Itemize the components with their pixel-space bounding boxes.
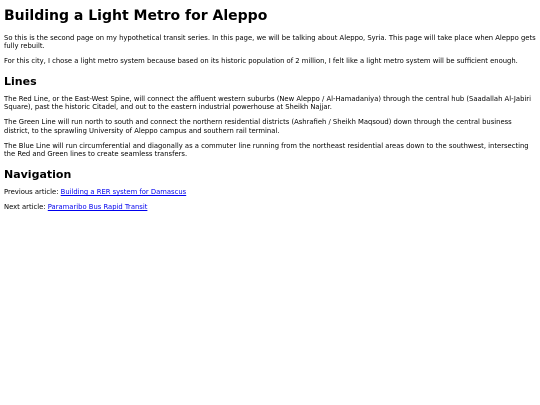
next-article-label: Next article: bbox=[4, 203, 48, 212]
green-line-paragraph: The Green Line will run north to south and connect the northern residential districts (Ashrafieh / Sheikh Maqsoud) down through the central business district, to the sprawling University of Aleppo campus and southern rail terminal. bbox=[4, 118, 512, 135]
intro-paragraph: So this is the second page on my hypothetical transit series. In this page, we will be talking about Aleppo, Syria. This page will take place when Aleppo gets fully rebuilt. bbox=[4, 33, 536, 51]
red-line-paragraph: The Red Line, or the East-West Spine, will connect the affluent western suburbs (New Aleppo / Al-Hamadaniya) through the central hub (Saadallah Al-Jabiri Square), past the historic Citadel, and out to the eastern industrial powerhouse at Sheikh Najjar. bbox=[4, 94, 531, 112]
previous-article bbox=[4, 188, 536, 196]
system-choice-paragraph: For this city, I chose a light metro system because based on its historic population of 2 million, I felt like a light metro system will be sufficient enough. bbox=[4, 57, 518, 66]
page-title: Building a Light Metro for Aleppo bbox=[4, 8, 268, 24]
blue-line-paragraph: The Blue Line will run circumferential and diagonally as a commuter line running from the northeast residential areas down to the southwest, intersecting the Red and Green lines to create seamless transfers. bbox=[4, 141, 529, 159]
next-article-link[interactable]: Paramaribo Bus Rapid Transit bbox=[47, 203, 148, 212]
previous-article-label: Previous article: bbox=[4, 188, 61, 197]
next-article bbox=[4, 203, 536, 211]
navigation-heading: Navigation bbox=[4, 167, 72, 181]
previous-article-link[interactable]: Building a RER system for Damascus bbox=[60, 188, 187, 197]
lines-heading: Lines bbox=[4, 74, 37, 88]
